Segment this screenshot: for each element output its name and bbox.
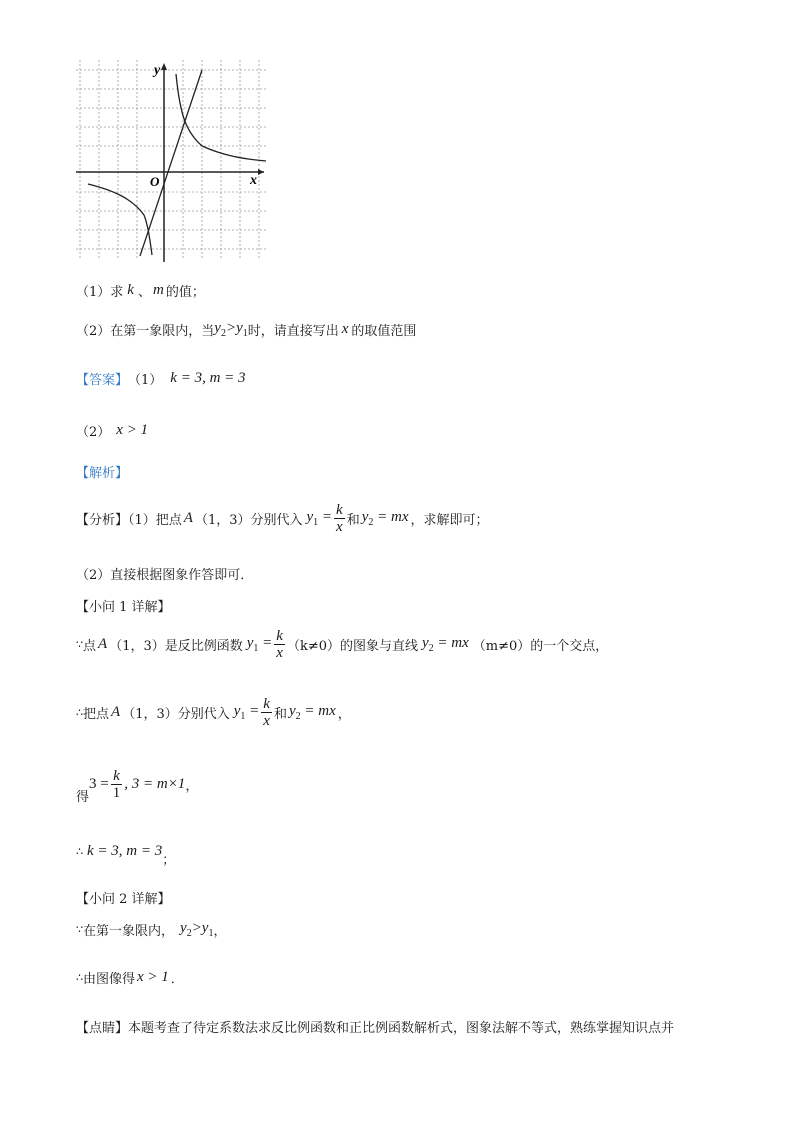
sub-question-2-title: 【小问 2 详解】	[76, 892, 171, 907]
comment-line: 【点睛】本题考查了待定系数法求反比例函数和正比例函数解析式，图象法解不等式，熟练掌握知识点并	[76, 1021, 675, 1036]
question-1: （1）求 k 、 m 的值；	[76, 282, 205, 300]
hyperbola-branch-3	[88, 184, 152, 255]
y-axis-arrow	[161, 63, 167, 70]
solution-line-4: ∴ k = 3, m = 3 ；	[76, 843, 176, 868]
origin-label: O	[150, 174, 160, 189]
fraction-k-over-x: $\frac{k}{x}$	[336, 502, 343, 535]
x-axis-arrow	[258, 169, 264, 175]
solution-line-6: ∴ 由图像得 x > 1 ．	[76, 969, 184, 987]
analysis-line: 【分析】（1）把点 A （1，3）分别代入 $y_1$ = $\frac{k}{x}$ 和 $y_2$ = mx ，求解即可；	[76, 502, 489, 535]
grid	[76, 60, 266, 260]
analysis-line-2: （2）直接根据图象作答即可．	[76, 568, 254, 583]
inequality-y2-gt-y1: $y_2>y_1$	[214, 320, 248, 339]
solution-line-2: ∴ 把点 A （1，3）分别代入 $y_1$ = $\frac{k}{x}$ 和 $y_2$ = mx ，	[76, 696, 351, 729]
function-graph	[76, 60, 268, 262]
analysis-heading: 【解析】	[76, 466, 129, 481]
solution-line-1: ∵ 点 A （1，3）是反比例函数 $y_1$ = $\frac{k}{x}$ （k≠0）的图象与直线 $y_2$ = mx （m≠0）的一个交点，	[76, 628, 609, 661]
answer-2: （2） x > 1	[76, 422, 149, 440]
answer-tag: 【答案】	[76, 373, 129, 388]
x-axis-label: x	[250, 173, 257, 188]
solution-line-5: ∵ 在第一象限内， $y_2>y_1$ ，	[76, 920, 227, 939]
sub-question-1-title: 【小问 1 详解】	[76, 600, 171, 615]
y-axis-label: y	[154, 63, 161, 78]
question-2: （2）在第一象限内，当 $y_2>y_1$ 时，请直接写出 x 的取值范围	[76, 320, 417, 339]
solution-line-3: 得 3 = $\frac{k}{1}$ , 3 = m×1 ，	[76, 768, 199, 805]
answer-1: 【答案】 （1） k = 3, m = 3	[76, 370, 246, 388]
fraction-k-over-1: $\frac{k}{1}$	[112, 768, 121, 801]
line-y2	[140, 70, 202, 256]
